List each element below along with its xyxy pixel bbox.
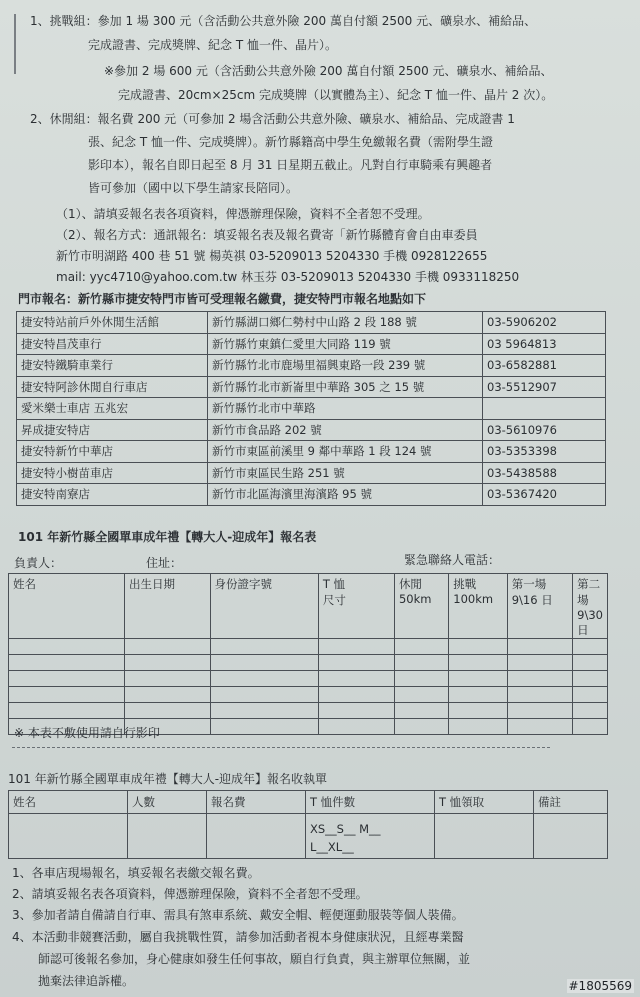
registration-input-cell[interactable]	[210, 719, 318, 735]
instruction-2: （2）、報名方式：通訊報名：填妥報名表及報名費寄「新竹縣體育會自由車委員	[56, 228, 478, 242]
registration-input-cell[interactable]	[507, 719, 572, 735]
registration-input-cell[interactable]	[394, 719, 448, 735]
registration-input-cell[interactable]	[318, 703, 394, 719]
registration-input-cell[interactable]	[124, 655, 210, 671]
store-phone-cell: 03-5906202	[483, 312, 606, 334]
store-address-cell: 新竹縣竹北市鹿場里福興東路一段 239 號	[208, 355, 483, 377]
registration-input-cell[interactable]	[394, 655, 448, 671]
margin-mark	[14, 14, 16, 74]
receipt-count-cell[interactable]	[128, 814, 207, 859]
store-name-cell: 捷安特南寮店	[17, 484, 208, 506]
registration-input-cell[interactable]	[507, 687, 572, 703]
receipt-name-cell[interactable]	[9, 814, 128, 859]
registration-header-cell: 身份證字號	[210, 574, 318, 639]
registration-input-cell[interactable]	[9, 655, 125, 671]
note-4-line1: 4、本活動非競賽活動，屬自我挑戰性質，請參加活動者視本身健康狀況，且經專業醫	[12, 930, 464, 944]
receipt-header-cell: T 恤領取	[435, 791, 534, 814]
contact-line-1: 新竹市明湖路 400 巷 51 號 楊英祺 03-5209013 5204330 手機 0928122655	[56, 249, 488, 263]
registration-input-cell[interactable]	[9, 639, 125, 655]
registration-header-cell: 挑戰 100km	[449, 574, 507, 639]
fee-challenge-line1: 1、挑戰組：參加 1 場 300 元（含活動公共意外險 200 萬自付額 2500 元、礦泉水、補給品、	[30, 14, 537, 28]
note-4-line2: 師認可後報名參加，身心健康如發生任何事故，願自行負責，與主辦單位無關，並	[38, 952, 471, 966]
fee-challenge-line4: 完成證書、20cm×25cm 完成獎牌（以實體為主）、紀念 T 恤一件、晶片 2 次）。	[118, 88, 554, 102]
registration-header-cell: 第二場 9\30 日	[573, 574, 608, 639]
emergency-contact-label: 緊急聯絡人電話：	[404, 553, 501, 567]
registration-input-cell[interactable]	[9, 671, 125, 687]
receipt-remarks-cell[interactable]	[534, 814, 608, 859]
receipt-title: 101 年新竹縣全國單車成年禮【轉大人-迎成年】報名收執單	[8, 772, 328, 786]
fee-leisure-line4: 皆可參加（國中以下學生請家長陪同）。	[88, 181, 299, 195]
registration-row	[9, 703, 608, 719]
store-row	[17, 355, 606, 377]
registration-input-cell[interactable]	[210, 639, 318, 655]
fee-leisure-line2: 張、紀念 T 恤一件、完成獎牌）。新竹縣籍高中學生免繳報名費（需附學生證	[88, 135, 493, 149]
store-row	[17, 398, 606, 420]
store-row	[17, 312, 606, 334]
store-name-cell: 捷安特昌茂車行	[17, 333, 208, 355]
registration-row	[9, 639, 608, 655]
registration-header-cell: 出生日期	[124, 574, 210, 639]
store-name-cell: 捷安特阿診休閒自行車店	[17, 376, 208, 398]
receipt-header-cell: 備註	[534, 791, 608, 814]
registration-input-cell[interactable]	[394, 671, 448, 687]
store-address-cell: 新竹縣竹北市新崙里中華路 305 之 15 號	[208, 376, 483, 398]
store-address-cell: 新竹縣湖口鄉仁勢村中山路 2 段 188 號	[208, 312, 483, 334]
registration-input-cell[interactable]	[394, 703, 448, 719]
receipt-header-cell: 姓名	[9, 791, 128, 814]
form-title: 101 年新竹縣全國單車成年禮【轉大人-迎成年】報名表	[18, 530, 317, 544]
registration-input-cell[interactable]	[573, 671, 608, 687]
note-1: 1、各車店現場報名，填妥報名表繳交報名費。	[12, 866, 260, 880]
contact-line-2: mail: yyc4710@yahoo.com.tw 林玉芬 03-5209013 5204330 手機 0933118250	[56, 270, 520, 284]
store-phone-cell: 03-5367420	[483, 484, 606, 506]
store-name-cell: 捷安特鐵騎車業行	[17, 355, 208, 377]
registration-header-cell: 姓名	[9, 574, 125, 639]
receipt-table	[8, 790, 608, 859]
shirt-size-row-2: L__XL__	[310, 840, 354, 854]
store-row	[17, 333, 606, 355]
store-name-cell: 捷安特站前戶外休閒生活館	[17, 312, 208, 334]
store-address-cell: 新竹縣竹北市中華路	[208, 398, 483, 420]
fee-challenge-line2: 完成證書、完成獎牌、紀念 T 恤一件、晶片）。	[88, 38, 337, 52]
registration-input-cell[interactable]	[573, 687, 608, 703]
store-name-cell: 捷安特小樹苗車店	[17, 462, 208, 484]
store-row	[17, 462, 606, 484]
leader-label: 負責人：	[14, 556, 63, 570]
registration-input-cell[interactable]	[449, 687, 507, 703]
registration-row	[9, 687, 608, 703]
receipt-header-cell: 人數	[128, 791, 207, 814]
registration-input-cell[interactable]	[507, 703, 572, 719]
registration-input-cell[interactable]	[449, 655, 507, 671]
store-table	[16, 311, 606, 506]
registration-table	[8, 573, 608, 735]
registration-input-cell[interactable]	[573, 719, 608, 735]
registration-input-cell[interactable]	[573, 655, 608, 671]
receipt-shirt-count-cell[interactable]	[306, 814, 435, 859]
registration-input-cell[interactable]	[124, 639, 210, 655]
registration-input-cell[interactable]	[318, 639, 394, 655]
store-row	[17, 376, 606, 398]
receipt-header-cell: 報名費	[207, 791, 306, 814]
registration-input-cell[interactable]	[573, 703, 608, 719]
instruction-1: （1）、請填妥報名表各項資料，俾憑辦理保險，資料不全者恕不受理。	[56, 207, 430, 221]
registration-input-cell[interactable]	[318, 719, 394, 735]
store-address-cell: 新竹市東區前溪里 9 鄰中華路 1 段 124 號	[208, 441, 483, 463]
receipt-header-cell: T 恤件數	[306, 791, 435, 814]
registration-input-cell[interactable]	[318, 687, 394, 703]
registration-input-cell[interactable]	[210, 655, 318, 671]
registration-input-cell[interactable]	[573, 639, 608, 655]
store-phone-cell: 03-5512907	[483, 376, 606, 398]
registration-row	[9, 655, 608, 671]
registration-input-cell[interactable]	[124, 703, 210, 719]
registration-header-cell: 休閒 50km	[394, 574, 448, 639]
registration-input-cell[interactable]	[394, 639, 448, 655]
image-id-watermark: #1805569	[568, 979, 632, 993]
store-name-cell: 昇成捷安特店	[17, 419, 208, 441]
registration-input-cell[interactable]	[449, 703, 507, 719]
registration-input-cell[interactable]	[449, 671, 507, 687]
registration-input-cell[interactable]	[210, 671, 318, 687]
store-phone-cell: 03-5610976	[483, 419, 606, 441]
registration-input-cell[interactable]	[9, 703, 125, 719]
fee-challenge-line3: ※參加 2 場 600 元（含活動公共意外險 200 萬自付額 2500 元、礦泉水、補給品、	[104, 64, 553, 78]
store-address-cell: 新竹市東區民生路 251 號	[208, 462, 483, 484]
store-phone-cell: 03-6582881	[483, 355, 606, 377]
store-address-cell: 新竹市北區海濱里海濱路 95 號	[208, 484, 483, 506]
registration-header-cell: T 恤 尺寸	[318, 574, 394, 639]
registration-input-cell[interactable]	[318, 655, 394, 671]
store-address-cell: 新竹市食品路 202 號	[208, 419, 483, 441]
registration-input-cell[interactable]	[507, 639, 572, 655]
store-phone-cell	[483, 398, 606, 420]
address-label: 住址：	[146, 556, 183, 570]
note-2: 2、請填妥報名表各項資料，俾憑辦理保險，資料不全者恕不受理。	[12, 887, 368, 901]
note-4-line3: 拋棄法律追訴權。	[38, 974, 135, 988]
registration-input-cell[interactable]	[394, 687, 448, 703]
registration-input-cell[interactable]	[9, 687, 125, 703]
fee-leisure-line3: 影印本），報名自即日起至 8 月 31 日星期五截止。凡對自行車騎乘有興趣者	[88, 158, 493, 172]
cut-line	[12, 747, 550, 748]
registration-input-cell[interactable]	[124, 687, 210, 703]
fee-leisure-line1: 2、休閒組：報名費 200 元（可參加 2 場含活動公共意外險、礦泉水、補給品、完成證書 1	[30, 112, 515, 126]
registration-input-cell[interactable]	[210, 703, 318, 719]
registration-input-cell[interactable]	[124, 671, 210, 687]
registration-input-cell[interactable]	[507, 655, 572, 671]
store-phone-cell: 03-5353398	[483, 441, 606, 463]
store-phone-cell: 03 5964813	[483, 333, 606, 355]
registration-row	[9, 671, 608, 687]
registration-input-cell[interactable]	[449, 639, 507, 655]
store-row	[17, 419, 606, 441]
registration-input-cell[interactable]	[318, 671, 394, 687]
receipt-shirt-collected-cell[interactable]	[435, 814, 534, 859]
store-name-cell: 捷安特新竹中華店	[17, 441, 208, 463]
store-registration-heading: 門市報名：新竹縣市捷安特門市皆可受理報名繳費，捷安特門市報名地點如下	[18, 292, 427, 306]
registration-input-cell[interactable]	[507, 671, 572, 687]
shirt-size-row-1: XS__S__ M__	[310, 822, 381, 836]
registration-input-cell[interactable]	[210, 687, 318, 703]
store-row	[17, 441, 606, 463]
store-name-cell: 愛米樂士車店 五兆宏	[17, 398, 208, 420]
store-phone-cell: 03-5438588	[483, 462, 606, 484]
copy-note: ※ 本表不敷使用請自行影印	[14, 726, 160, 740]
registration-input-cell[interactable]	[449, 719, 507, 735]
registration-header-cell: 第一場 9\16 日	[507, 574, 572, 639]
receipt-row	[9, 814, 608, 859]
store-row	[17, 484, 606, 506]
receipt-fee-cell[interactable]	[207, 814, 306, 859]
store-address-cell: 新竹縣竹東鎮仁愛里大同路 119 號	[208, 333, 483, 355]
note-3: 3、參加者請自備請自行車、需具有煞車系統、戴安全帽、輕便運動服裝等個人裝備。	[12, 908, 464, 922]
